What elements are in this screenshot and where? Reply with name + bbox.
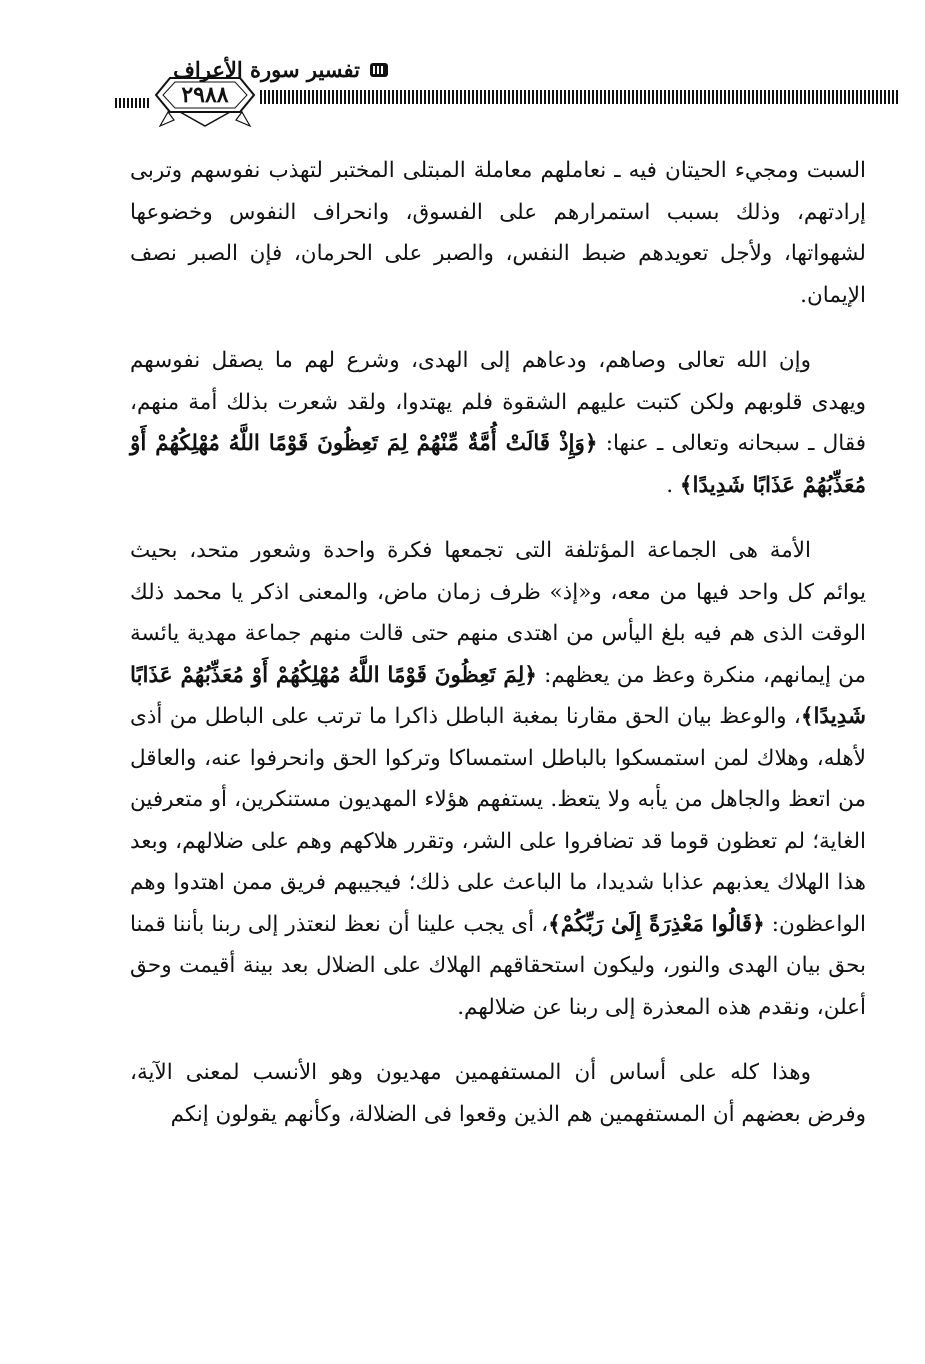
text-segment: وإن الله تعالى وصاهم، ودعاهم إلى الهدى، وشرع لهم ما يصقل نفوسهم ويهدى قلوبهم ولكن كتبت عليهم الشقوة فلم يهتدوا، ولقد شعرت بذلك أمة منهم، فقال ـ سبحانه وتعالى ـ عنها: — [130, 348, 866, 456]
page-number: ٢٩٨٨ — [181, 82, 229, 108]
paragraph — [130, 1052, 866, 1135]
page-body — [130, 150, 866, 1135]
quran-verse: ﴿لِمَ تَعِظُونَ قَوْمًا اللَّهُ مُهْلِكُهُمْ أَوْ مُعَذِّبُهُمْ عَذَابًا شَدِيدًا﴾ — [130, 662, 866, 729]
header-rule — [260, 90, 900, 104]
text-segment: ، والوعظ بيان الحق مقارنا بمغبة الباطل ذاكرا ما ترتب على الباطل من أذى لأهله، وهلاك لمن استمسكوا بالباطل استمساكا وتركوا الحق وانحرفوا عنه، والعاقل من اتعظ والجاهل من يأبه ولا يتعظ. يستفهم هؤلاء المهديون مستنكرين، أو متعرفين الغاية؛ لم تعظون قوما قد تضافروا على الشر، وتقرر هلاكهم وهم على ضلالهم، وبعد هذا الهلاك يعذبهم عذابا شديدا، ما الباعث على ذلك؛ فيجيبهم فريق ممن اهتدوا وهم الواعظون: — [130, 704, 866, 937]
quran-verse: ﴿وَإِذْ قَالَتْ أُمَّةٌ مِّنْهُمْ لِمَ تَعِظُونَ قَوْمًا اللَّهُ مُهْلِكُهُمْ أَوْ مُعَذِّبُهُمْ عَذَابًا شَدِيدًا﴾ — [130, 431, 866, 498]
paragraph — [130, 150, 866, 316]
header-rule-left — [115, 98, 150, 108]
ornament-icon — [368, 60, 390, 80]
text-segment: الأمة هى الجماعة المؤتلفة التى تجمعها فكرة واحدة وشعور متحد، بحيث يوائم كل واحد فيها من معه، و«إذ» ظرف زمان ماض، والمعنى اذكر يا محمد ذلك الوقت الذى هم فيه بلغ اليأس من اهتدى منهم حتى قالت منهم جماعة مهدية يائسة من إيمانهم، منكرة وعظ من يعظهم: — [130, 538, 866, 688]
text-segment: وهذا كله على أساس أن المستفهمين مهديون وهو الأنسب لمعنى الآية، وفرض بعضهم أن المستفهمين هم الذين وقعوا فى الضلالة، وكأنهم يقولون إنكم — [130, 1060, 866, 1127]
text-segment: ، أى يجب علينا أن نعظ لنعتذر إلى ربنا بأننا قمنا بحق بيان الهدى والنور، وليكون استحقاقهم الهلاك على الضلال بعد بينة أقيمت وحق أعلن، ونقدم هذه المعذرة إلى ربنا عن ضلالهم. — [130, 911, 866, 1020]
running-title: تفسير سورة الأعراف — [173, 57, 360, 82]
text-segment: السبت ومجيء الحيتان فيه ـ نعاملهم معاملة المبتلى المختبر لتهذب نفوسهم وتربى إرادتهم، وذلك بسبب استمرارهم على الفسوق، وانحراف النفوس وخضوعها لشهواتها، ولأجل تعويدهم ضبط النفس، والصبر على الحرمان، فإن الصبر نصف الإيمان. — [130, 158, 866, 308]
quran-verse: ﴿قَالُوا مَعْذِرَةً إِلَىٰ رَبِّكُمْ﴾ — [548, 911, 765, 937]
text-segment: . — [666, 472, 680, 498]
paragraph — [130, 530, 866, 1028]
paragraph — [130, 340, 866, 506]
page-header — [0, 0, 925, 140]
